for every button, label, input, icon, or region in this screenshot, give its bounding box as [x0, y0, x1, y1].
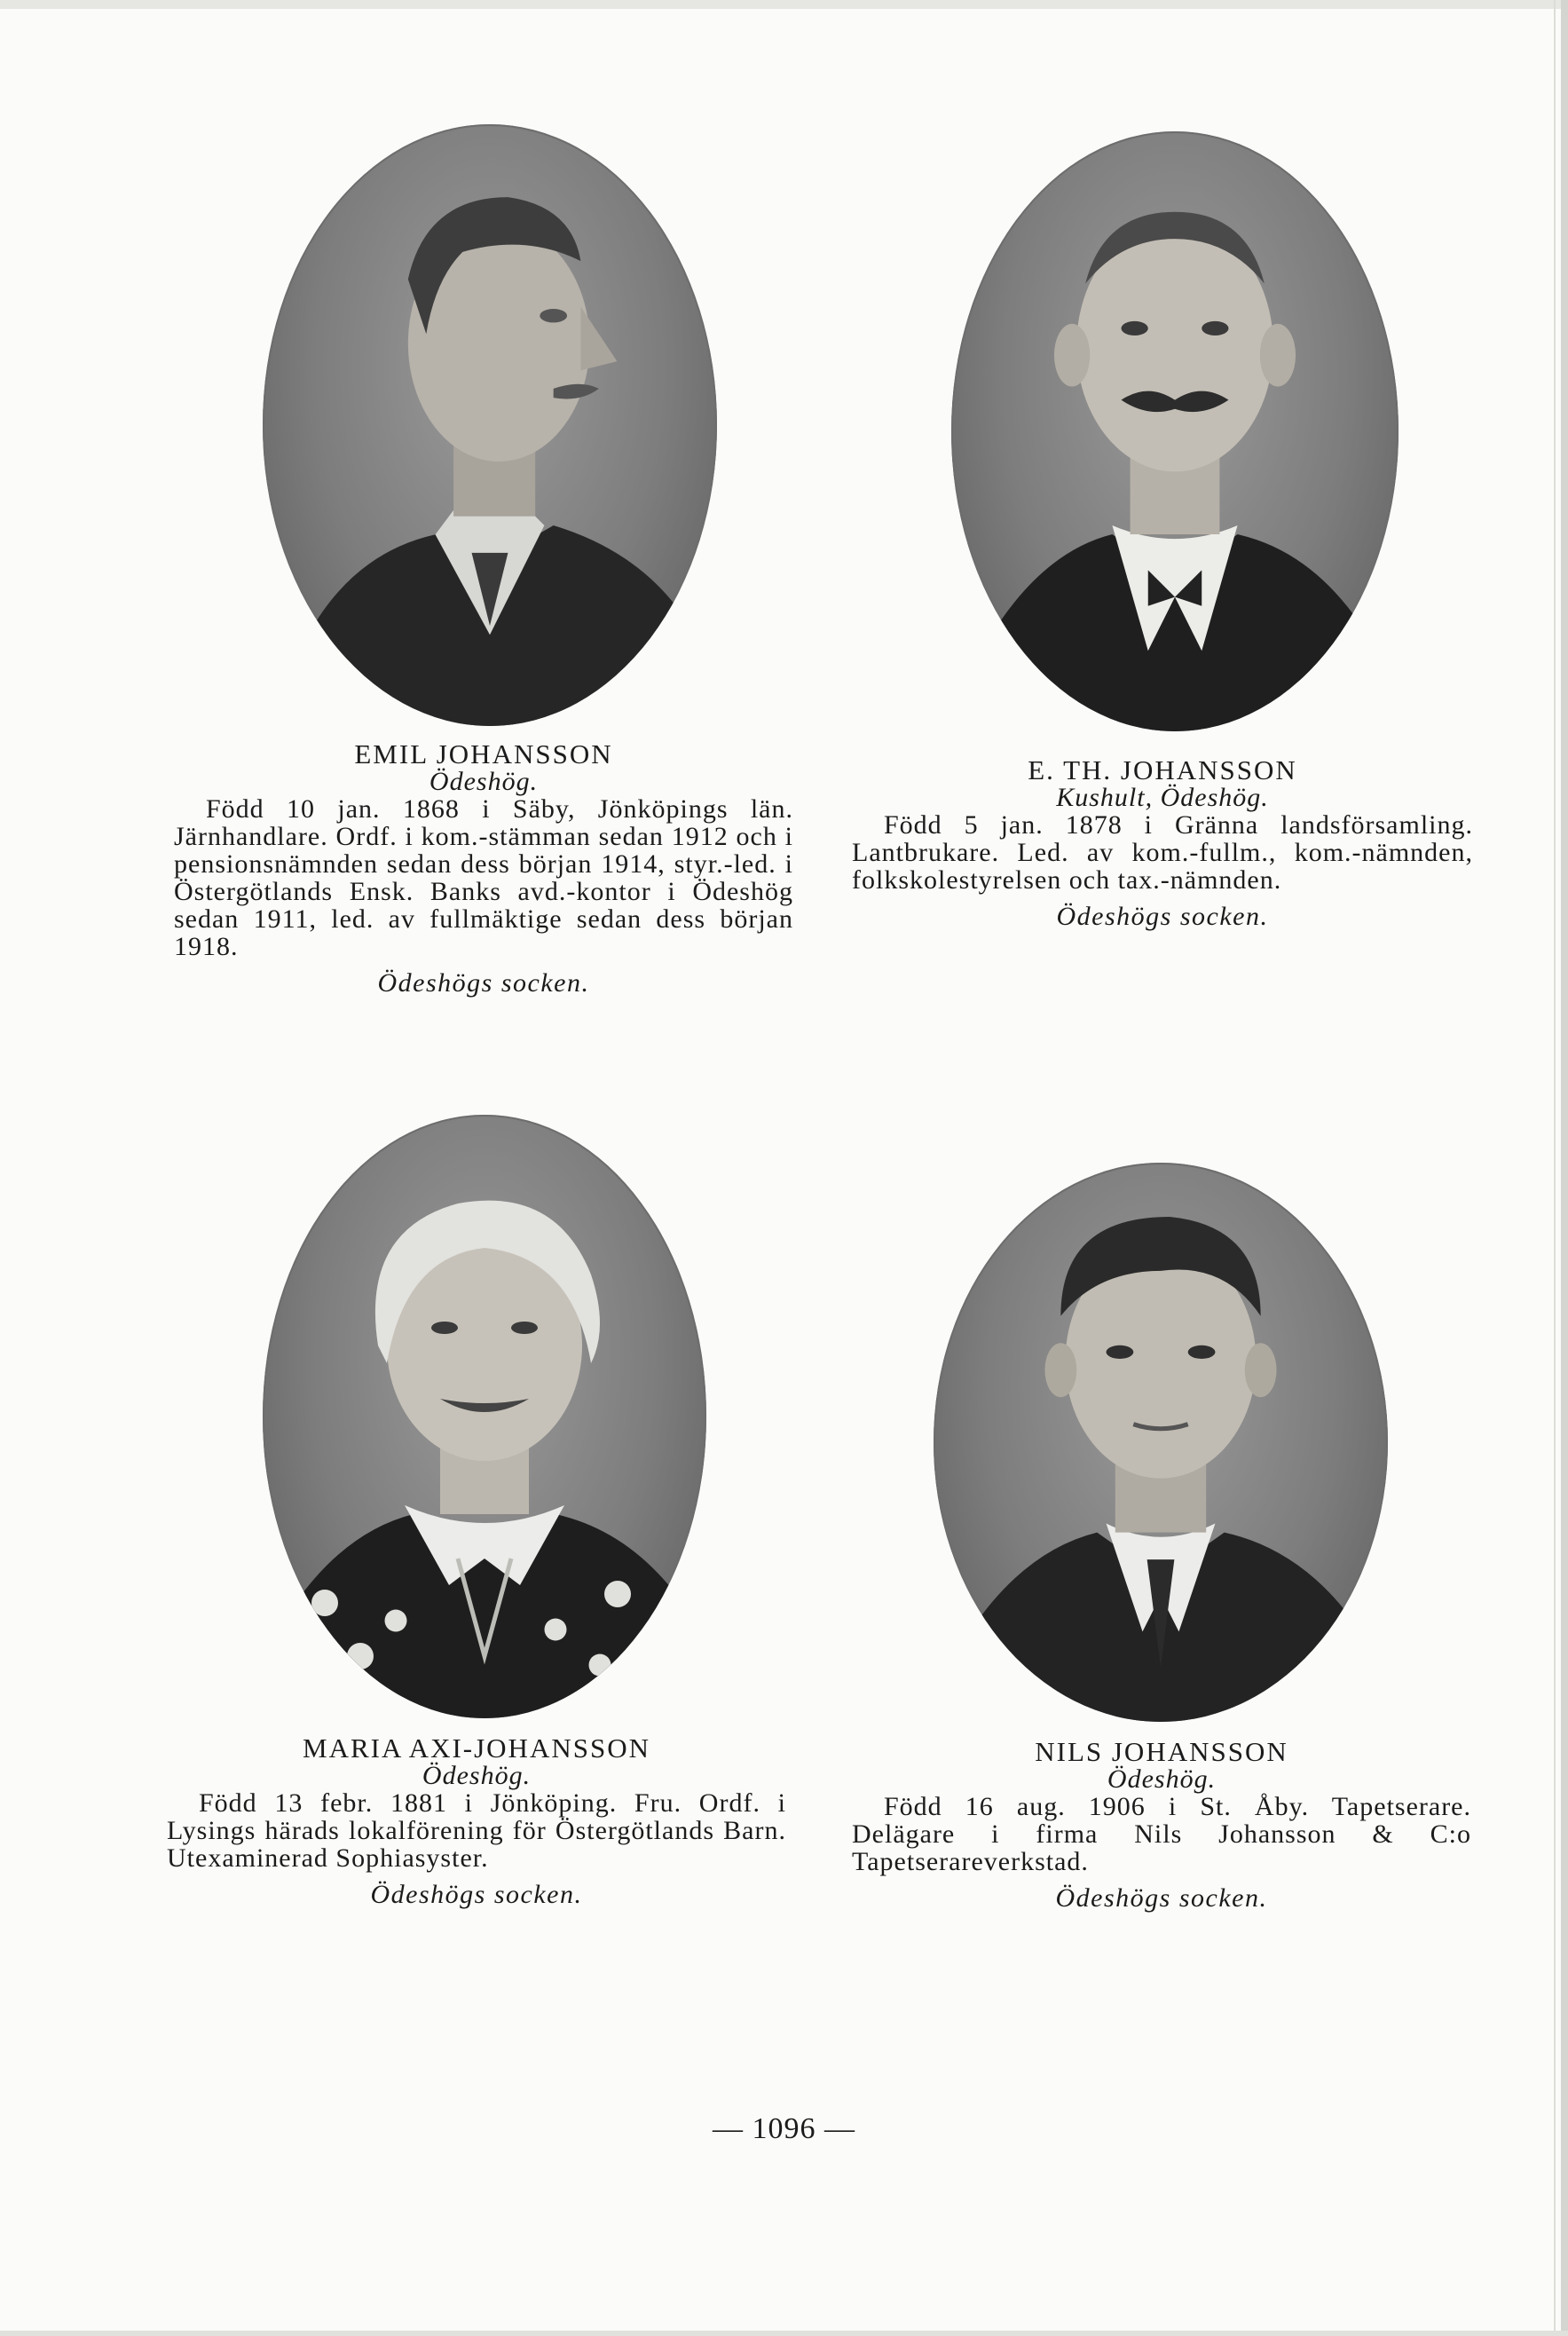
portrait-emil-johansson	[263, 124, 717, 726]
page-number: — 1096 —	[713, 2112, 855, 2145]
caption-e-th-johansson	[852, 756, 1473, 930]
page-edge-line	[1554, 0, 1556, 2336]
person-name: NILS JOHANSSON	[1035, 1736, 1288, 1767]
person-biography: Född 16 aug. 1906 i St. Åby. Tapetserare. Delägare i firma Nils Johansson & C:o Tapetserareverkstad.	[852, 1792, 1471, 1876]
person-biography: Född 13 febr. 1881 i Jönköping. Fru. Ordf. i Lysings härads lokalförening för Östergötlands Barn. Utexaminerad Sophiasyster.	[167, 1788, 786, 1873]
person-parish: Ödeshögs socken.	[377, 968, 590, 998]
page-edge-bottom	[0, 2331, 1568, 2336]
person-biography: Född 5 jan. 1878 i Gränna landsförsamling. Lantbrukare. Led. av kom.-fullm., kom.-nämnden, folkskolestyrelsen och tax.-nämnden.	[852, 810, 1473, 895]
person-parish: Ödeshögs socken.	[370, 1880, 583, 1909]
caption-emil-johansson	[174, 740, 793, 997]
page-edge-top	[0, 0, 1568, 9]
person-name: EMIL JOHANSSON	[354, 738, 613, 769]
person-name: MARIA AXI-JOHANSSON	[303, 1732, 650, 1764]
person-name: E. TH. JOHANSSON	[1028, 754, 1297, 785]
person-place: Ödeshög.	[429, 767, 539, 796]
person-place: Ödeshög.	[1107, 1764, 1217, 1794]
person-place: Kushult, Ödeshög.	[1056, 783, 1269, 812]
portrait-nils-johansson	[934, 1163, 1388, 1722]
person-place: Ödeshög.	[422, 1761, 532, 1790]
page-edge-right	[1561, 0, 1568, 2336]
portrait-e-th-johansson	[951, 131, 1399, 731]
caption-maria-axi-johansson	[167, 1734, 786, 1908]
portrait-maria-axi-johansson	[263, 1115, 706, 1718]
person-parish: Ödeshögs socken.	[1055, 1883, 1268, 1913]
caption-nils-johansson	[852, 1738, 1471, 1912]
person-biography: Född 10 jan. 1868 i Säby, Jönköpings län. Järnhandlare. Ordf. i kom.-stämman sedan 1912 och i pensionsnämnden sedan dess början 1914, styr.-led. i Östergötlands Ensk. Banks avd.-kontor i Ödeshög sedan 1911, led. av fullmäktige sedan dess början 1918.	[174, 794, 793, 961]
person-parish: Ödeshögs socken.	[1056, 902, 1269, 931]
